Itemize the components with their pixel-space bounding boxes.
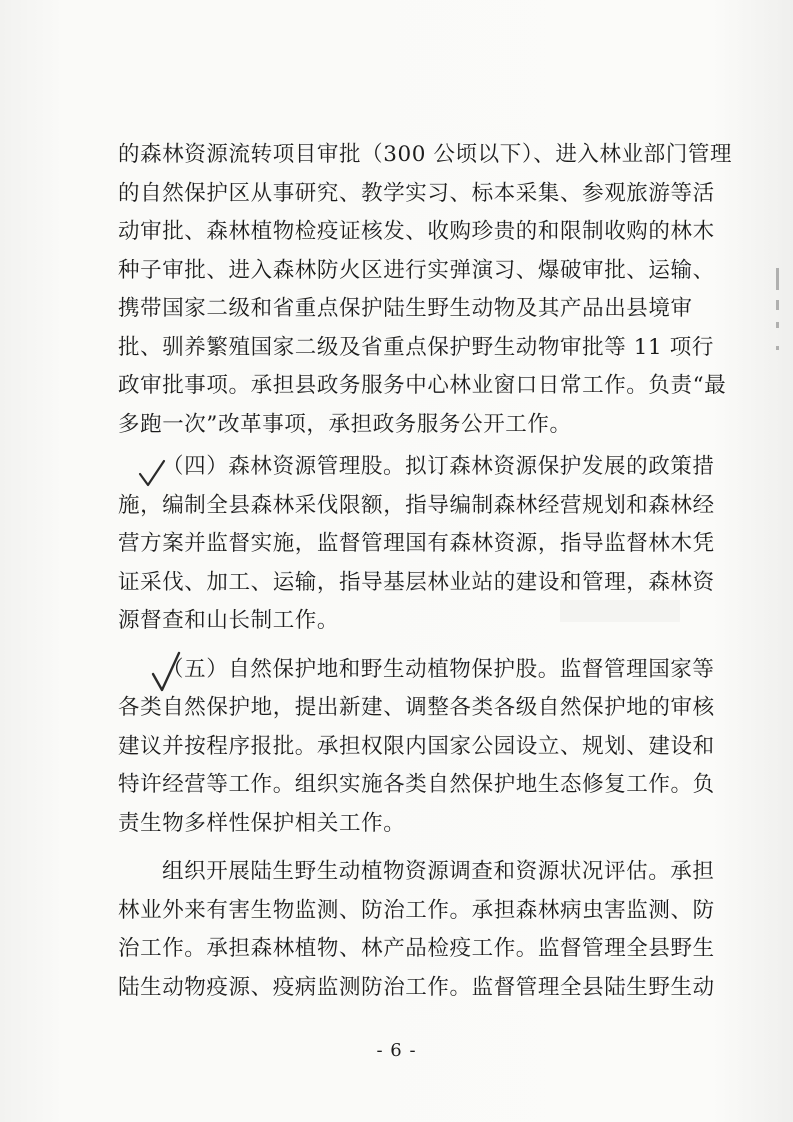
scan-edge-mark (776, 322, 779, 328)
text-line: 种子审批、进入森林防火区进行实弹演习、爆破审批、运输、 (118, 257, 715, 283)
body-text (118, 136, 733, 1007)
section-heading-line: （四）森林资源管理股。拟订森林资源保护发展的政策措 (162, 454, 715, 479)
text-line: 陆生动物疫源、疫病监测防治工作。监督管理全县陆生野生动 (118, 974, 715, 1000)
text-line: 施，编制全县森林采伐限额，指导编制森林经营规划和森林经 (118, 492, 715, 518)
text-line: 动审批、森林植物检疫证核发、收购珍贵的和限制收购的林木 (118, 219, 715, 244)
text-line: 各类自然保护地，提出新建、调整各类各级自然保护地的审核 (118, 695, 715, 720)
text-line: 建议并按程序报批。承担权限内国家公园设立、规划、建设和 (118, 733, 715, 759)
text-line: 林业外来有害生物监测、防治工作。承担森林病虫害监测、防 (118, 897, 715, 923)
paragraph-gap (118, 843, 688, 853)
text-line: 源督查和山长制工作。 (118, 608, 340, 633)
text-line: 证采伐、加工、运输，指导基层林业站的建设和管理，森林资 (118, 569, 715, 595)
handwritten-check-icon (150, 650, 182, 694)
section-heading-line: （五）自然保护地和野生动植物保护股。监督管理国家等 (162, 656, 715, 682)
paragraph-gap (118, 641, 688, 651)
scan-edge-mark (776, 300, 779, 310)
scan-edge-mark (776, 268, 779, 290)
scan-edge-mark (776, 346, 779, 350)
text-line: 的森林资源流转项目审批（300 公顷以下）、进入林业部门管理 (118, 142, 733, 167)
text-line: 营方案并监督实施，监督管理国有森林资源，指导监督林木凭 (118, 531, 715, 556)
text-line: 批、驯养繁殖国家二级及省重点保护野生动物审批等 11 项行 (118, 334, 714, 360)
text-line: 特许经营等工作。组织实施各类自然保护地生态修复工作。负 (118, 772, 715, 797)
text-line: 多跑一次”改革事项，承担政务服务公开工作。 (118, 411, 572, 437)
text-line: 责生物多样性保护相关工作。 (118, 810, 406, 836)
handwritten-check-icon (138, 458, 166, 488)
text-line: 的自然保护区从事研究、教学实习、标本采集、参观旅游等活 (118, 180, 715, 206)
page-number: - 6 - (376, 1040, 417, 1061)
text-line: 治工作。承担森林植物、林产品检疫工作。监督管理全县野生 (118, 936, 715, 961)
text-line: 政审批事项。承担县政务服务中心林业窗口日常工作。负责“最 (118, 373, 727, 398)
text-line: 携带国家二级和省重点保护陆生野生动物及其产品出县境审 (118, 296, 693, 321)
paragraph-first-line: 组织开展陆生野生动植物资源调查和资源状况评估。承担 (162, 859, 715, 884)
